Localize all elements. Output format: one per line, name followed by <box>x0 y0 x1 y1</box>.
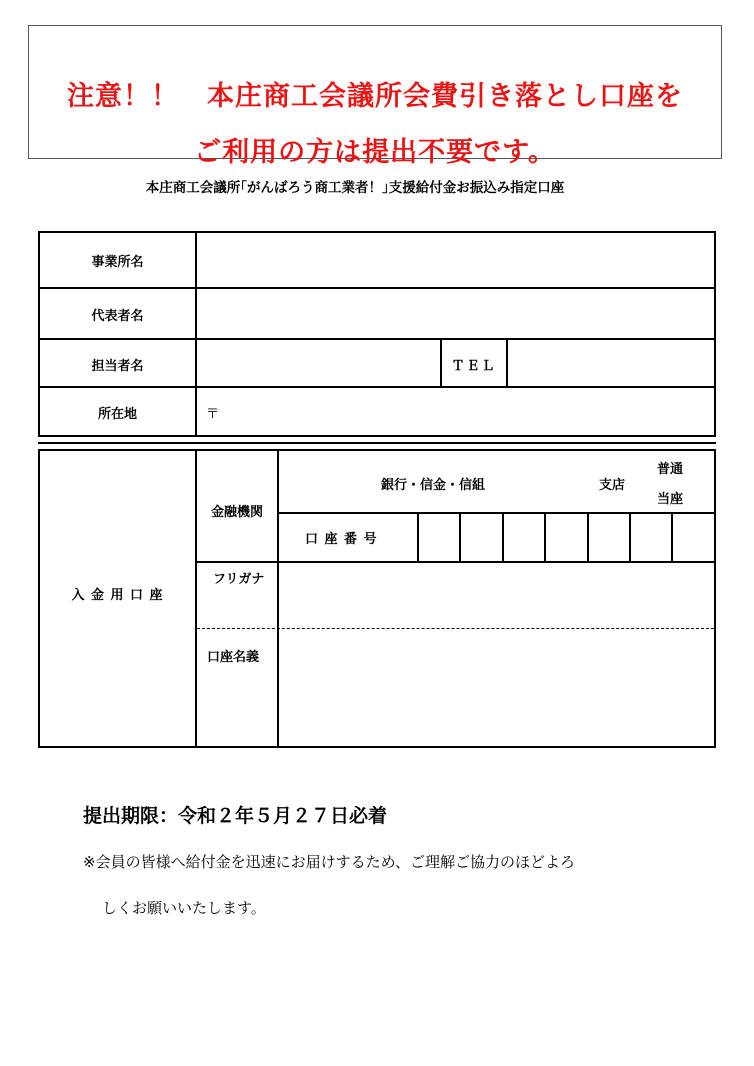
contact-person-field[interactable] <box>198 341 439 386</box>
bank-types-label: 銀行・信金・信組 <box>381 478 486 493</box>
note-line-1: ※会員の皆様へ給付金を迅速にお届けするため、ご理解ご協力のほどよろ <box>83 853 575 871</box>
address-field[interactable] <box>222 389 713 435</box>
separator-line <box>38 442 716 444</box>
representative-label: 代表者名 <box>91 309 144 324</box>
representative-field[interactable] <box>198 290 713 337</box>
form-title: 本庄商工会議所｢がんばろう商工業者！｣支援給付金お振込み指定口座 <box>145 180 565 196</box>
notice-box <box>28 25 722 168</box>
tel-label: ＴＥＬ <box>451 359 497 374</box>
notice-line-2: ご利用の方は提出不要です。 <box>194 137 556 168</box>
furigana-field[interactable] <box>279 563 713 627</box>
business-name-field[interactable] <box>198 234 713 286</box>
bank-section-label: 入 金 用 口 座 <box>71 588 164 603</box>
institution-label: 金融機関 <box>210 505 263 520</box>
contact-person-label: 担当者名 <box>91 359 144 374</box>
note-line-2: しくお願いいたします。 <box>102 899 266 917</box>
account-holder-field[interactable] <box>279 630 713 745</box>
account-number-label: 口 座 番 号 <box>305 532 378 547</box>
account-holder-label: 口座名義 <box>207 650 260 665</box>
tel-field[interactable] <box>509 341 713 386</box>
address-label: 所在地 <box>97 407 137 422</box>
deadline: 提出期限：令和２年５月２７日必着 <box>83 805 388 827</box>
furigana-label: フリガナ <box>213 572 265 587</box>
account-number-field[interactable] <box>419 514 713 560</box>
branch-label: 支店 <box>599 478 626 493</box>
notice-line-1: 注意！！ 本庄商工会議所会費引き落とし口座を <box>67 81 683 112</box>
account-type-current[interactable]: 当座 <box>657 492 684 507</box>
postal-mark: 〒 <box>206 407 220 422</box>
business-name-label: 事業所名 <box>91 255 144 270</box>
account-type-ordinary[interactable]: 普通 <box>657 462 684 477</box>
